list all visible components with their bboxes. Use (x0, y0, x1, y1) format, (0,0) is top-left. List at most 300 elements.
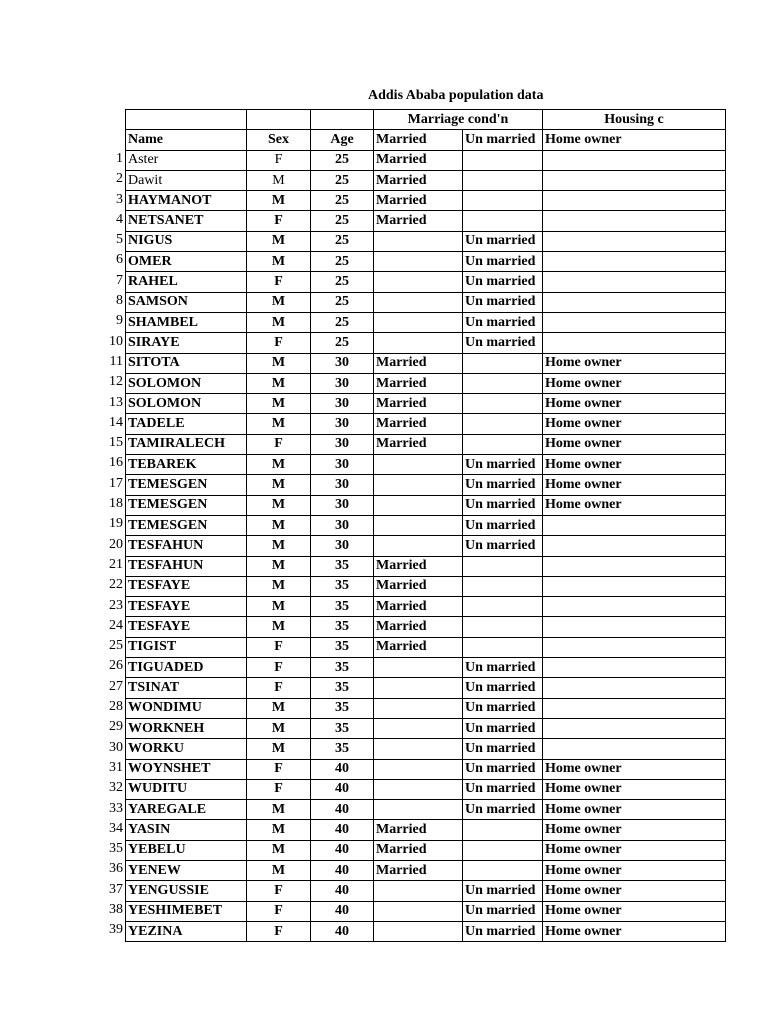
cell-age: 35 (311, 698, 374, 718)
header-unmarried: Un married (463, 130, 543, 150)
cell-name: TESFAYE (126, 617, 247, 637)
cell-home-owner (543, 718, 726, 738)
cell-age: 25 (311, 170, 374, 190)
cell-name: WOYNSHET (126, 759, 247, 779)
cell-married: Married (374, 414, 463, 434)
cell-unmarried (463, 414, 543, 434)
cell-age: 35 (311, 597, 374, 617)
cell-home-owner (543, 576, 726, 596)
cell-home-owner: Home owner (543, 779, 726, 799)
cell-married: Married (374, 576, 463, 596)
cell-age: 30 (311, 434, 374, 454)
empty-cell (247, 110, 311, 130)
cell-unmarried: Un married (463, 252, 543, 272)
cell-sex: M (247, 515, 311, 535)
table-row (126, 495, 726, 515)
cell-name: YASIN (126, 820, 247, 840)
cell-married: Married (374, 434, 463, 454)
cell-married (374, 698, 463, 718)
cell-married: Married (374, 556, 463, 576)
cell-sex: M (247, 840, 311, 860)
cell-home-owner: Home owner (543, 373, 726, 393)
cell-age: 40 (311, 759, 374, 779)
cell-married: Married (374, 820, 463, 840)
cell-sex: M (247, 373, 311, 393)
table-row (126, 576, 726, 596)
group-header-row (126, 110, 726, 130)
cell-sex: M (247, 414, 311, 434)
housing-group-header: Housing c (543, 110, 726, 130)
table-row (126, 211, 726, 231)
row-number: 4 (116, 211, 123, 227)
row-number: 31 (109, 759, 123, 775)
table-row (126, 252, 726, 272)
cell-married (374, 475, 463, 495)
row-number: 12 (109, 374, 123, 390)
cell-unmarried: Un married (463, 800, 543, 820)
cell-home-owner: Home owner (543, 921, 726, 941)
header-sex: Sex (247, 130, 311, 150)
cell-home-owner: Home owner (543, 881, 726, 901)
cell-unmarried: Un married (463, 292, 543, 312)
cell-unmarried: Un married (463, 455, 543, 475)
cell-married: Married (374, 353, 463, 373)
table-row (126, 556, 726, 576)
cell-sex: F (247, 434, 311, 454)
cell-home-owner: Home owner (543, 353, 726, 373)
cell-home-owner (543, 678, 726, 698)
cell-home-owner (543, 252, 726, 272)
table-row (126, 312, 726, 332)
cell-sex: M (247, 739, 311, 759)
cell-married: Married (374, 617, 463, 637)
cell-name: YENGUSSIE (126, 881, 247, 901)
cell-sex: M (247, 617, 311, 637)
cell-name: Aster (126, 150, 247, 170)
cell-age: 30 (311, 495, 374, 515)
marriage-group-header: Marriage cond'n (374, 110, 543, 130)
cell-sex: M (247, 495, 311, 515)
cell-age: 30 (311, 536, 374, 556)
cell-sex: M (247, 455, 311, 475)
row-number: 39 (109, 922, 123, 938)
cell-name: RAHEL (126, 272, 247, 292)
table-row (126, 272, 726, 292)
population-table (125, 109, 726, 942)
cell-name: Dawit (126, 170, 247, 190)
cell-unmarried: Un married (463, 312, 543, 332)
cell-age: 35 (311, 637, 374, 657)
cell-name: TEMESGEN (126, 475, 247, 495)
cell-home-owner (543, 312, 726, 332)
table-row (126, 455, 726, 475)
row-number: 11 (109, 353, 123, 369)
cell-home-owner: Home owner (543, 800, 726, 820)
cell-name: TESFAYE (126, 576, 247, 596)
cell-home-owner: Home owner (543, 759, 726, 779)
row-number: 28 (109, 699, 123, 715)
cell-sex: M (247, 576, 311, 596)
row-number: 20 (109, 536, 123, 552)
cell-unmarried (463, 191, 543, 211)
cell-age: 25 (311, 191, 374, 211)
cell-home-owner: Home owner (543, 820, 726, 840)
cell-sex: M (247, 597, 311, 617)
table-row (126, 231, 726, 251)
cell-home-owner (543, 231, 726, 251)
cell-sex: M (247, 231, 311, 251)
cell-married: Married (374, 860, 463, 880)
cell-age: 30 (311, 414, 374, 434)
table-row (126, 434, 726, 454)
table-row (126, 658, 726, 678)
cell-unmarried (463, 597, 543, 617)
cell-sex: F (247, 637, 311, 657)
cell-home-owner: Home owner (543, 475, 726, 495)
cell-age: 30 (311, 353, 374, 373)
cell-name: WORKU (126, 739, 247, 759)
cell-age: 35 (311, 718, 374, 738)
cell-name: YEBELU (126, 840, 247, 860)
cell-married: Married (374, 373, 463, 393)
cell-age: 40 (311, 840, 374, 860)
cell-sex: F (247, 150, 311, 170)
cell-unmarried: Un married (463, 921, 543, 941)
cell-sex: M (247, 353, 311, 373)
cell-home-owner (543, 658, 726, 678)
cell-name: TESFAHUN (126, 556, 247, 576)
cell-name: TESFAYE (126, 597, 247, 617)
cell-sex: M (247, 536, 311, 556)
cell-age: 40 (311, 779, 374, 799)
cell-sex: F (247, 272, 311, 292)
cell-married (374, 901, 463, 921)
cell-married: Married (374, 394, 463, 414)
cell-age: 40 (311, 921, 374, 941)
cell-unmarried (463, 150, 543, 170)
table-row (126, 394, 726, 414)
cell-name: TIGUADED (126, 658, 247, 678)
cell-unmarried (463, 576, 543, 596)
table-row (126, 739, 726, 759)
cell-unmarried: Un married (463, 759, 543, 779)
row-number: 35 (109, 841, 123, 857)
cell-married (374, 292, 463, 312)
cell-home-owner (543, 536, 726, 556)
table-row (126, 860, 726, 880)
cell-age: 40 (311, 860, 374, 880)
cell-sex: M (247, 170, 311, 190)
header-married: Married (374, 130, 463, 150)
cell-married (374, 800, 463, 820)
row-number: 34 (109, 820, 123, 836)
cell-unmarried (463, 373, 543, 393)
row-number: 1 (116, 151, 123, 166)
cell-married (374, 272, 463, 292)
cell-sex: M (247, 475, 311, 495)
column-header-row (126, 130, 726, 150)
row-number: 8 (116, 293, 123, 309)
cell-married (374, 718, 463, 738)
cell-married (374, 779, 463, 799)
table-row (126, 881, 726, 901)
cell-age: 25 (311, 292, 374, 312)
cell-unmarried: Un married (463, 658, 543, 678)
cell-unmarried: Un married (463, 495, 543, 515)
cell-age: 35 (311, 658, 374, 678)
table-row (126, 779, 726, 799)
cell-name: SOLOMON (126, 373, 247, 393)
row-number: 19 (109, 516, 123, 532)
row-number: 6 (116, 252, 123, 268)
cell-unmarried: Un married (463, 901, 543, 921)
row-number: 15 (109, 435, 123, 451)
cell-home-owner: Home owner (543, 394, 726, 414)
cell-sex: F (247, 333, 311, 353)
cell-age: 40 (311, 820, 374, 840)
cell-name: YAREGALE (126, 800, 247, 820)
cell-name: TADELE (126, 414, 247, 434)
table-viewport (125, 109, 664, 945)
cell-name: YEZINA (126, 921, 247, 941)
cell-age: 30 (311, 394, 374, 414)
cell-age: 25 (311, 333, 374, 353)
cell-home-owner (543, 272, 726, 292)
table-row (126, 536, 726, 556)
cell-name: NIGUS (126, 231, 247, 251)
cell-sex: M (247, 292, 311, 312)
cell-married (374, 658, 463, 678)
cell-home-owner (543, 556, 726, 576)
cell-home-owner (543, 515, 726, 535)
row-number: 14 (109, 414, 123, 430)
table-row (126, 373, 726, 393)
cell-married (374, 678, 463, 698)
cell-name: TESFAHUN (126, 536, 247, 556)
cell-name: OMER (126, 252, 247, 272)
row-number: 2 (116, 171, 123, 187)
table-row (126, 414, 726, 434)
cell-unmarried: Un married (463, 678, 543, 698)
cell-name: SHAMBEL (126, 312, 247, 332)
cell-home-owner: Home owner (543, 434, 726, 454)
cell-unmarried (463, 353, 543, 373)
table-row (126, 678, 726, 698)
table-row (126, 617, 726, 637)
table-row (126, 840, 726, 860)
cell-age: 30 (311, 475, 374, 495)
cell-name: NETSANET (126, 211, 247, 231)
table-row (126, 820, 726, 840)
table-row (126, 800, 726, 820)
cell-married (374, 252, 463, 272)
cell-married (374, 455, 463, 475)
cell-unmarried (463, 637, 543, 657)
cell-name: TEMESGEN (126, 495, 247, 515)
cell-home-owner: Home owner (543, 455, 726, 475)
cell-age: 30 (311, 455, 374, 475)
row-number: 5 (116, 232, 123, 248)
cell-sex: F (247, 779, 311, 799)
row-number: 17 (109, 475, 123, 491)
cell-sex: F (247, 881, 311, 901)
cell-age: 25 (311, 312, 374, 332)
cell-sex: M (247, 191, 311, 211)
table-row (126, 698, 726, 718)
table-row (126, 475, 726, 495)
cell-married (374, 921, 463, 941)
cell-unmarried (463, 840, 543, 860)
cell-married (374, 881, 463, 901)
row-number-gutter (96, 149, 123, 941)
cell-home-owner (543, 211, 726, 231)
cell-name: SOLOMON (126, 394, 247, 414)
row-number: 23 (109, 597, 123, 613)
cell-name: TEBAREK (126, 455, 247, 475)
row-number: 32 (109, 780, 123, 796)
cell-unmarried (463, 860, 543, 880)
cell-married (374, 231, 463, 251)
cell-name: SITOTA (126, 353, 247, 373)
cell-age: 40 (311, 881, 374, 901)
cell-unmarried: Un married (463, 231, 543, 251)
row-number: 33 (109, 800, 123, 816)
cell-home-owner (543, 292, 726, 312)
cell-sex: M (247, 800, 311, 820)
cell-age: 35 (311, 678, 374, 698)
cell-home-owner (543, 617, 726, 637)
header-home-owner: Home owner (543, 130, 726, 150)
cell-age: 25 (311, 272, 374, 292)
cell-home-owner: Home owner (543, 860, 726, 880)
cell-age: 25 (311, 252, 374, 272)
cell-married: Married (374, 637, 463, 657)
cell-home-owner: Home owner (543, 901, 726, 921)
cell-unmarried (463, 170, 543, 190)
row-number: 21 (109, 556, 123, 572)
cell-age: 35 (311, 739, 374, 759)
row-number: 7 (116, 272, 123, 288)
cell-unmarried (463, 394, 543, 414)
row-number: 3 (116, 191, 123, 207)
row-number: 9 (116, 313, 123, 329)
cell-unmarried: Un married (463, 718, 543, 738)
cell-home-owner (543, 170, 726, 190)
cell-sex: F (247, 658, 311, 678)
table-row (126, 353, 726, 373)
cell-age: 25 (311, 150, 374, 170)
cell-unmarried: Un married (463, 739, 543, 759)
table-row (126, 333, 726, 353)
cell-sex: M (247, 252, 311, 272)
table-row (126, 191, 726, 211)
row-number: 18 (109, 496, 123, 512)
cell-name: SAMSON (126, 292, 247, 312)
cell-unmarried: Un married (463, 515, 543, 535)
table-row (126, 921, 726, 941)
cell-sex: F (247, 678, 311, 698)
cell-married (374, 515, 463, 535)
cell-age: 35 (311, 556, 374, 576)
header-name: Name (126, 130, 247, 150)
cell-married: Married (374, 170, 463, 190)
cell-unmarried: Un married (463, 475, 543, 495)
cell-home-owner (543, 698, 726, 718)
cell-home-owner (543, 637, 726, 657)
cell-unmarried: Un married (463, 881, 543, 901)
cell-unmarried (463, 617, 543, 637)
cell-age: 35 (311, 617, 374, 637)
cell-sex: M (247, 860, 311, 880)
cell-sex: M (247, 820, 311, 840)
cell-sex: F (247, 211, 311, 231)
cell-home-owner: Home owner (543, 840, 726, 860)
cell-married: Married (374, 211, 463, 231)
cell-name: YENEW (126, 860, 247, 880)
cell-unmarried: Un married (463, 779, 543, 799)
row-number: 24 (109, 617, 123, 633)
table-row (126, 150, 726, 170)
cell-home-owner: Home owner (543, 495, 726, 515)
cell-sex: F (247, 759, 311, 779)
cell-age: 35 (311, 576, 374, 596)
empty-cell (126, 110, 247, 130)
table-row (126, 637, 726, 657)
empty-cell (311, 110, 374, 130)
cell-age: 30 (311, 373, 374, 393)
cell-age: 25 (311, 211, 374, 231)
cell-age: 30 (311, 515, 374, 535)
cell-sex: F (247, 901, 311, 921)
cell-married (374, 536, 463, 556)
cell-age: 40 (311, 901, 374, 921)
table-row (126, 292, 726, 312)
cell-unmarried (463, 211, 543, 231)
cell-name: TEMESGEN (126, 515, 247, 535)
cell-sex: M (247, 312, 311, 332)
table-row (126, 759, 726, 779)
cell-age: 40 (311, 800, 374, 820)
cell-name: WORKNEH (126, 718, 247, 738)
row-number: 16 (109, 455, 123, 471)
row-number: 27 (109, 678, 123, 694)
cell-unmarried (463, 434, 543, 454)
cell-married: Married (374, 150, 463, 170)
cell-unmarried (463, 820, 543, 840)
cell-name: TSINAT (126, 678, 247, 698)
cell-sex: M (247, 698, 311, 718)
cell-name: WONDIMU (126, 698, 247, 718)
row-number: 25 (109, 638, 123, 654)
cell-married (374, 739, 463, 759)
cell-married: Married (374, 840, 463, 860)
cell-name: TAMIRALECH (126, 434, 247, 454)
cell-home-owner (543, 739, 726, 759)
table-row (126, 597, 726, 617)
table-row (126, 515, 726, 535)
cell-name: HAYMANOT (126, 191, 247, 211)
row-number: 37 (109, 881, 123, 897)
row-number: 29 (109, 719, 123, 735)
cell-unmarried: Un married (463, 272, 543, 292)
cell-home-owner (543, 333, 726, 353)
cell-age: 25 (311, 231, 374, 251)
cell-unmarried: Un married (463, 698, 543, 718)
cell-sex: M (247, 718, 311, 738)
row-number: 26 (109, 658, 123, 674)
cell-sex: M (247, 394, 311, 414)
cell-home-owner (543, 191, 726, 211)
